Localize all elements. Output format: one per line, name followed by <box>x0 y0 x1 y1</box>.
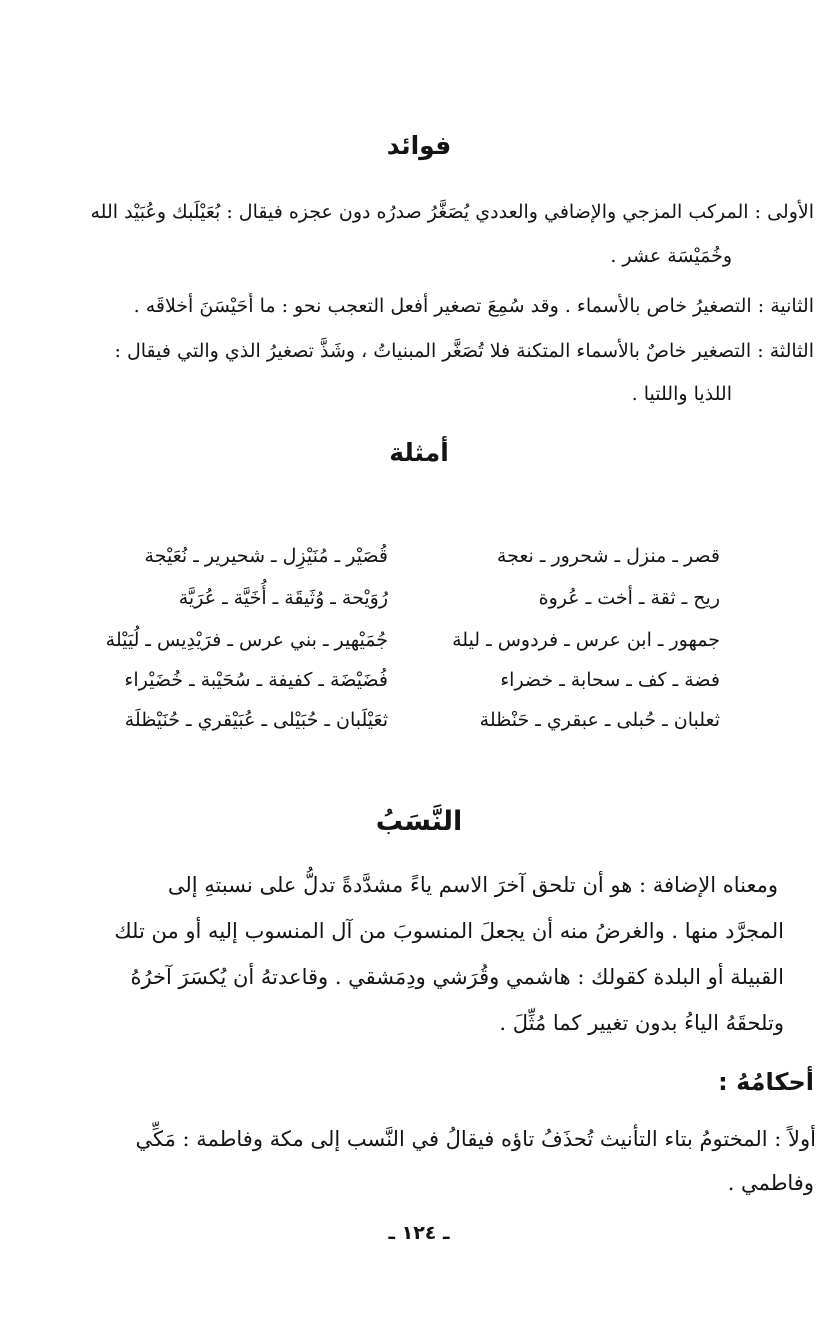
rule-1-line-2: وفاطمي . <box>727 1171 814 1195</box>
note-2-label: الثانية : <box>757 295 814 317</box>
example-base-5: ثعلبان ـ حُبلى ـ عبقري ـ حَنْظلة <box>479 709 720 731</box>
example-diminutive-3: جُمَيْهير ـ بني عرس ـ فرَيْدِيس ـ لُيَيْلة <box>105 629 388 651</box>
note-2-text: التصغيرُ خاص بالأسماء . وقد سُمِعَ تصغير أفعل التعجب نحو : ما أُحَيْسَنَ أخلاقَه . <box>133 295 752 317</box>
example-base-1: قصر ـ منزل ـ شحرور ـ نعجة <box>496 545 720 567</box>
rules-heading: أحكامُهُ : <box>718 1068 814 1096</box>
example-diminutive-4: فُضَيْضَة ـ كفيفة ـ سُحَيْبة ـ خُضَيْراء <box>124 669 388 691</box>
nasab-intro-line-3: القبيلة أو البلدة كقولك : هاشمي وقُرَشي ودِمَشقي . وقاعدتهُ أن يُكسَرَ آخرُهُ <box>130 965 784 989</box>
fawaid-heading: فوائد <box>386 131 452 160</box>
note-3-label: الثالثة : <box>757 340 814 362</box>
note-1-line-2: وخُمَيْسَة عشر . <box>610 245 732 267</box>
note-2-line-1 <box>24 292 814 320</box>
note-3-line-2: اللذيا واللتيا . <box>631 383 732 405</box>
nasab-heading: النَّسَبُ <box>375 806 463 837</box>
amthila-heading: أمثلة <box>389 438 449 467</box>
example-base-3: جمهور ـ ابن عرس ـ فردوس ـ ليلة <box>452 629 720 651</box>
example-diminutive-5: ثعَيْلَبان ـ حُبَيْلى ـ عُبَيْقري ـ حُنَيْظلَة <box>124 709 388 731</box>
example-diminutive-1: قُصَيْر ـ مُنَيْزِل ـ شحيرير ـ نُعَيْجة <box>144 545 388 567</box>
note-1-text: المركب المزجي والإضافي والعددي يُصَغَّرُ صدرُه دون عجزه فيقال : بُعَيْلَبك وعُبَيْد الله <box>90 201 749 223</box>
example-diminutive-2: رُوَيْحة ـ وُثَيقَة ـ أُخَيَّة ـ عُرَيَّة <box>178 587 388 609</box>
nasab-intro-line-1: ومعناه الإضافة : هو أن تلحق آخرَ الاسم ياءً مشدَّدةً تدلُّ على نسبتهِ إلى <box>167 873 778 897</box>
note-3-line-1 <box>24 337 814 365</box>
note-1-line-1 <box>24 198 814 226</box>
nasab-intro-line-4: وتلحقَهُ الياءُ بدون تغيير كما مُثِّلَ . <box>499 1011 784 1035</box>
nasab-intro-line-2: المجرَّد منها . والغرضُ منه أن يجعلَ المنسوبَ من آل المنسوب إليه أو من تلك <box>114 919 784 943</box>
example-base-4: فضة ـ كف ـ سحابة ـ خضراء <box>500 669 720 691</box>
rule-1-line-1: أولاً : المختومُ بتاء التأنيث تُحذَفُ تاؤه فيقالُ في النَّسب إلى مكة وفاطمة : مَكِّي <box>135 1127 816 1151</box>
example-base-2: ريح ـ ثقة ـ أخت ـ عُروة <box>538 587 720 609</box>
page-number: ـ ١٢٤ ـ <box>388 1222 450 1244</box>
note-1-label: الأولى : <box>754 201 814 223</box>
note-3-text: التصغير خاصٌ بالأسماء المتكنة فلا تُصَغَّر المبنياتُ ، وشَذَّ تصغيرُ الذي والتي فيقال : <box>114 340 752 362</box>
